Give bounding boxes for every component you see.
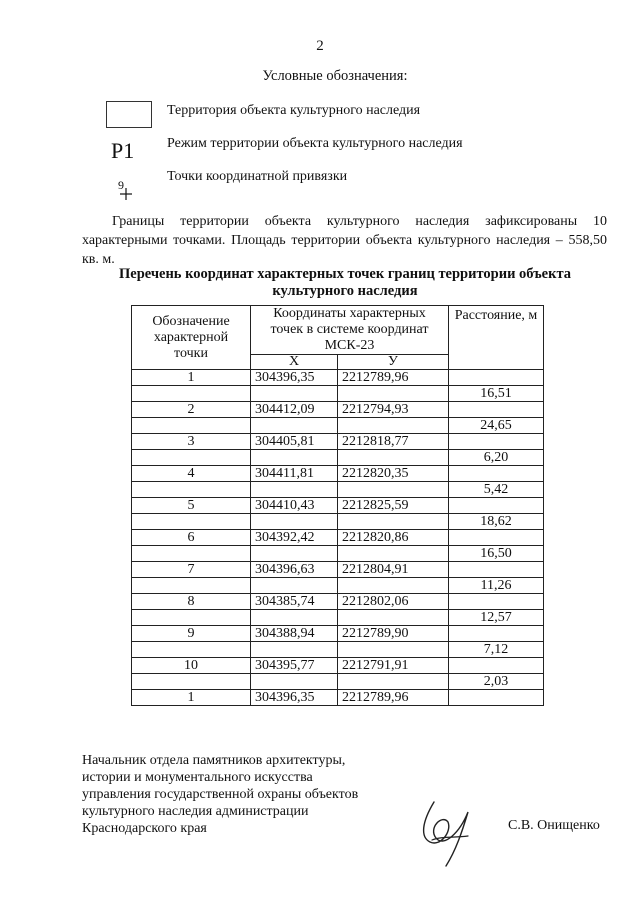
y-cell: [338, 450, 449, 466]
x-cell: [251, 578, 338, 594]
y-cell: [338, 546, 449, 562]
x-cell: 304411,81: [251, 466, 338, 482]
coordinates-table: [131, 305, 544, 706]
table-row-point: [132, 466, 544, 482]
table-title: Перечень координат характерных точек границ территории объекта культурного наследия: [118, 266, 571, 299]
y-cell: 2212789,96: [338, 370, 449, 386]
signatory-title: [82, 752, 358, 837]
paragraph-text: Границы территории объекта культурного наследия зафиксированы 10 характерными точками. Площадь территории объекта культурного наследия – 558,50 кв. м.: [82, 214, 607, 267]
point-cell: [132, 418, 251, 434]
distance-cell: [449, 434, 544, 450]
table-row-point: [132, 370, 544, 386]
legend-title: Условные обозначения:: [262, 68, 408, 84]
distance-cell: [449, 370, 544, 386]
point-cell: [132, 610, 251, 626]
table-row-distance: [132, 386, 544, 402]
table-row-point: [132, 626, 544, 642]
distance-cell: [449, 626, 544, 642]
x-cell: 304388,94: [251, 626, 338, 642]
legend-symbol-p1: Р1: [111, 138, 135, 163]
point-cell: 3: [132, 434, 251, 450]
y-cell: [338, 642, 449, 658]
y-cell: [338, 578, 449, 594]
y-cell: 2212791,91: [338, 658, 449, 674]
table-row-point: [132, 594, 544, 610]
point-cell: 6: [132, 530, 251, 546]
table-row-distance: [132, 450, 544, 466]
y-cell: 2212820,35: [338, 466, 449, 482]
distance-cell: 6,20: [449, 450, 544, 466]
signatory-line: Краснодарского края: [82, 821, 207, 836]
point-cell: 7: [132, 562, 251, 578]
point-cell: [132, 578, 251, 594]
table-row-point: [132, 434, 544, 450]
x-cell: 304412,09: [251, 402, 338, 418]
table-row-distance: [132, 514, 544, 530]
y-cell: 2212789,90: [338, 626, 449, 642]
header-point: Обозначение характерной точки: [132, 306, 251, 370]
y-cell: 2212789,96: [338, 690, 449, 706]
coordinate-point-icon: [116, 178, 140, 202]
x-cell: 304410,43: [251, 498, 338, 514]
x-cell: [251, 386, 338, 402]
table-row-distance: [132, 418, 544, 434]
legend-item-territory: Территория объекта культурного наследия: [167, 103, 421, 118]
x-cell: [251, 514, 338, 530]
x-cell: [251, 610, 338, 626]
distance-cell: [449, 594, 544, 610]
legend-item-points: Точки координатной привязки: [167, 169, 348, 184]
x-cell: [251, 546, 338, 562]
y-cell: 2212818,77: [338, 434, 449, 450]
y-cell: 2212820,86: [338, 530, 449, 546]
point-cell: 8: [132, 594, 251, 610]
distance-cell: 24,65: [449, 418, 544, 434]
table-row-distance: [132, 546, 544, 562]
distance-cell: 16,50: [449, 546, 544, 562]
y-cell: [338, 674, 449, 690]
x-cell: 304405,81: [251, 434, 338, 450]
table-row-point: [132, 690, 544, 706]
table-row-point: [132, 658, 544, 674]
handwritten-signature: [412, 792, 482, 872]
distance-cell: 7,12: [449, 642, 544, 658]
point-cell: 1: [132, 370, 251, 386]
table-row-distance: [132, 642, 544, 658]
y-cell: [338, 386, 449, 402]
y-cell: [338, 514, 449, 530]
boundary-paragraph: [82, 212, 607, 269]
distance-cell: [449, 466, 544, 482]
distance-cell: 16,51: [449, 386, 544, 402]
y-cell: 2212794,93: [338, 402, 449, 418]
x-cell: 304385,74: [251, 594, 338, 610]
table-row-point: [132, 530, 544, 546]
point-cell: 9: [132, 626, 251, 642]
distance-cell: [449, 530, 544, 546]
point-cell: [132, 642, 251, 658]
x-cell: [251, 642, 338, 658]
point-cell: 10: [132, 658, 251, 674]
header-coords: Координаты характерных точек в системе координат МСК-23: [251, 306, 449, 355]
y-cell: [338, 482, 449, 498]
point-cell: 1: [132, 690, 251, 706]
y-cell: 2212802,06: [338, 594, 449, 610]
point-cell: 4: [132, 466, 251, 482]
distance-cell: 5,42: [449, 482, 544, 498]
distance-cell: [449, 562, 544, 578]
signatory-line: истории и монументального искусства: [82, 770, 313, 785]
signatory-line: культурного наследия администрации: [82, 804, 309, 819]
table-header-row: [132, 306, 544, 355]
x-cell: [251, 674, 338, 690]
distance-cell: [449, 690, 544, 706]
y-cell: 2212804,91: [338, 562, 449, 578]
signatory-line: управления государственной охраны объектов: [82, 787, 359, 802]
header-y: У: [338, 355, 449, 370]
distance-cell: [449, 658, 544, 674]
table-row-distance: [132, 578, 544, 594]
table-row-point: [132, 402, 544, 418]
signatory-name: С.В. Онищенко: [508, 818, 600, 833]
point-cell: [132, 514, 251, 530]
y-cell: 2212825,59: [338, 498, 449, 514]
point-cell: [132, 482, 251, 498]
point-cell: [132, 386, 251, 402]
distance-cell: 12,57: [449, 610, 544, 626]
page-number: 2: [316, 38, 324, 54]
legend-point-number: 9: [118, 178, 124, 192]
y-cell: [338, 610, 449, 626]
distance-cell: 18,62: [449, 514, 544, 530]
header-distance: Расстояние, м: [449, 306, 544, 370]
y-cell: [338, 418, 449, 434]
x-cell: 304396,63: [251, 562, 338, 578]
signatory-line: Начальник отдела памятников архитектуры,: [82, 753, 346, 768]
x-cell: [251, 450, 338, 466]
x-cell: [251, 418, 338, 434]
legend-item-regime: Режим территории объекта культурного наследия: [167, 136, 463, 151]
x-cell: 304395,77: [251, 658, 338, 674]
point-cell: [132, 450, 251, 466]
table-row-point: [132, 562, 544, 578]
point-cell: [132, 674, 251, 690]
x-cell: 304396,35: [251, 690, 338, 706]
x-cell: 304396,35: [251, 370, 338, 386]
table-row-point: [132, 498, 544, 514]
point-cell: 2: [132, 402, 251, 418]
x-cell: [251, 482, 338, 498]
distance-cell: [449, 402, 544, 418]
territory-legend-box: [106, 101, 152, 128]
point-cell: 5: [132, 498, 251, 514]
distance-cell: [449, 498, 544, 514]
x-cell: 304392,42: [251, 530, 338, 546]
table-row-distance: [132, 610, 544, 626]
distance-cell: 2,03: [449, 674, 544, 690]
header-x: X: [251, 355, 338, 370]
distance-cell: 11,26: [449, 578, 544, 594]
table-row-distance: [132, 674, 544, 690]
table-row-distance: [132, 482, 544, 498]
point-cell: [132, 546, 251, 562]
